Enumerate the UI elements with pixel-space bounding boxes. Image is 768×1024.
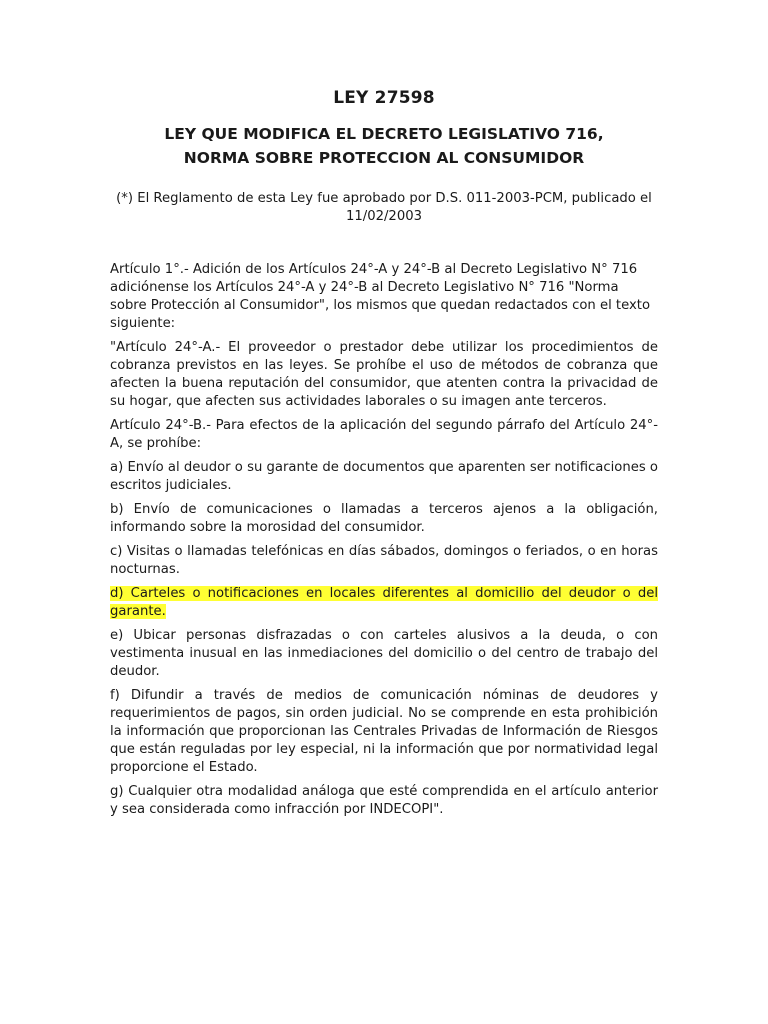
article-24a-paragraph: "Artículo 24°-A.- El proveedor o prestador debe utilizar los procedimientos de cobranza previstos en las leyes. Se prohíbe el uso de métodos de cobranza que afecten la buena reputación del consumidor, que atenten contra la privacidad de su hogar, que afecten sus actividades laborales o su imagen ante terceros. xyxy=(110,340,658,409)
document-body xyxy=(110,261,658,825)
law-number: LEY 27598 xyxy=(333,88,435,108)
article-24b-paragraph: Artículo 24°-B.- Para efectos de la aplicación del segundo párrafo del Artículo 24°-A, se prohíbe: xyxy=(110,418,658,451)
article-1-paragraph: Artículo 1°.- Adición de los Artículos 24°-A y 24°-B al Decreto Legislativo N° 716 adiciónense los Artículos 24°-A y 24°-B al Decreto Legislativo N° 716 "Norma sobre Protección al Consumidor", los mismos que quedan redactados con el texto siguiente: xyxy=(110,262,651,331)
law-title-line-2: NORMA SOBRE PROTECCION AL CONSUMIDOR xyxy=(183,149,585,167)
list-item-b: b) Envío de comunicaciones o llamadas a terceros ajenos a la obligación, informando sobre la morosidad del consumidor. xyxy=(110,502,658,535)
list-item-d-highlighted xyxy=(110,585,658,621)
highlighted-text: d) Carteles o notificaciones en locales diferentes al domicilio del deudor o del garante. xyxy=(110,586,658,619)
list-item-a: a) Envío al deudor o su garante de documentos que aparenten ser notificaciones o escritos judiciales. xyxy=(110,460,658,493)
list-item-g: g) Cualquier otra modalidad análoga que esté comprendida en el artículo anterior y sea considerada como infracción por INDECOPI". xyxy=(110,784,658,817)
law-title xyxy=(0,122,768,170)
list-item-f: f) Difundir a través de medios de comunicación nóminas de deudores y requerimientos de pagos, sin orden judicial. No se comprende en esta prohibición la información que proporcionan las Centrales Privadas de Información de Riesgos que están reguladas por ley especial, ni la información que por normatividad legal proporcione el Estado. xyxy=(110,688,658,775)
law-title-line-1: LEY QUE MODIFICA EL DECRETO LEGISLATIVO 716, xyxy=(164,125,604,143)
list-item-e: e) Ubicar personas disfrazadas o con carteles alusivos a la deuda, o con vestimenta inusual en las inmediaciones del domicilio o del centro de trabajo del deudor. xyxy=(110,628,658,679)
regulation-note: (*) El Reglamento de esta Ley fue aprobado por D.S. 011-2003-PCM, publicado el 11/02/2003 xyxy=(116,191,652,224)
list-item-c: c) Visitas o llamadas telefónicas en días sábados, domingos o feriados, o en horas nocturnas. xyxy=(110,544,658,577)
